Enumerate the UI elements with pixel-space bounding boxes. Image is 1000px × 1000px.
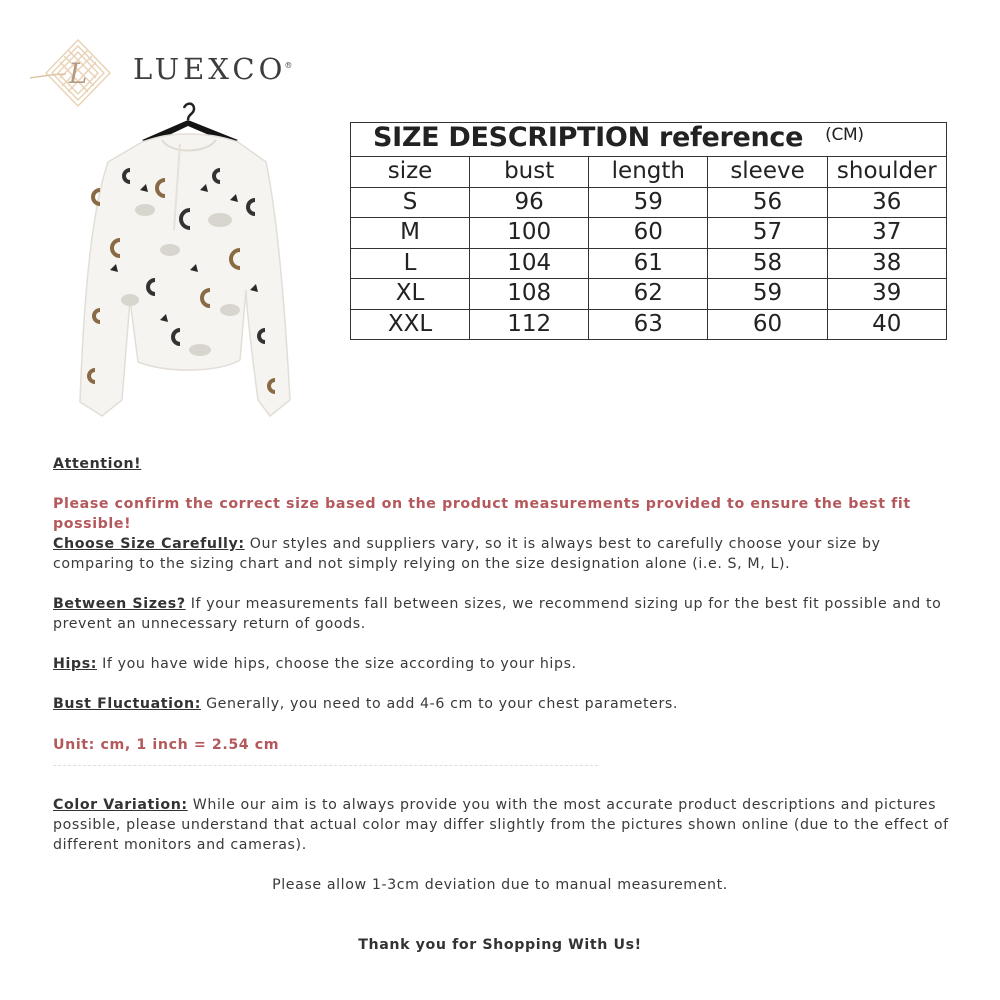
table-cell: 38 (827, 248, 946, 279)
color-variation-label: Color Variation: (53, 797, 188, 813)
table-cell: 36 (827, 187, 946, 218)
brand-logo-icon (28, 38, 128, 108)
registered-mark: ® (284, 61, 293, 71)
between-sizes-text: If your measurements fall between sizes, we recommend sizing up for the best fit possible and to prevent an unnecessary return of goods. (53, 596, 942, 632)
table-header-row (351, 157, 947, 188)
between-sizes-paragraph (53, 594, 953, 634)
table-cell: 40 (827, 309, 946, 340)
bust-fluctuation-label: Bust Fluctuation: (53, 696, 201, 712)
bust-fluctuation-text: Generally, you need to add 4-6 cm to your chest parameters. (200, 696, 679, 712)
choose-size-label: Choose Size Carefully: (53, 536, 245, 552)
table-cell: 59 (589, 187, 708, 218)
between-sizes-label: Between Sizes? (53, 596, 186, 612)
table-row (351, 248, 947, 279)
table-cell: 96 (470, 187, 589, 218)
table-cell: 62 (589, 279, 708, 310)
table-row (351, 218, 947, 249)
table-cell: L (351, 248, 470, 279)
brand-name: LUEXCO® (133, 52, 293, 86)
column-header: sleeve (708, 157, 827, 188)
column-header: bust (470, 157, 589, 188)
table-row (351, 187, 947, 218)
column-header: shoulder (827, 157, 946, 188)
table-cell: 56 (708, 187, 827, 218)
table-cell: 57 (708, 218, 827, 249)
table-cell: 108 (470, 279, 589, 310)
table-cell: S (351, 187, 470, 218)
bust-fluctuation-paragraph (53, 694, 953, 714)
hips-label: Hips: (53, 656, 98, 672)
table-cell: 112 (470, 309, 589, 340)
svg-text:L: L (68, 57, 88, 90)
attention-heading: Attention! (53, 456, 142, 472)
unit-note: Unit: cm, 1 inch = 2.54 cm (53, 737, 280, 753)
table-cell: 37 (827, 218, 946, 249)
table-cell: 60 (589, 218, 708, 249)
product-photo (70, 100, 300, 430)
size-chart-unit: (CM) (825, 125, 864, 145)
table-cell: 58 (708, 248, 827, 279)
table-cell: 100 (470, 218, 589, 249)
section-divider (53, 765, 598, 766)
table-cell: 59 (708, 279, 827, 310)
table-cell: 63 (589, 309, 708, 340)
column-header: length (589, 157, 708, 188)
choose-size-text: Our styles and suppliers vary, so it is always best to carefully choose your size by comparing to the sizing chart and not simply relying on the size designation alone (i.e. S, M, L). (53, 536, 881, 572)
size-chart-title: SIZE DESCRIPTION reference $^{(CM)}$ (351, 123, 947, 157)
color-variation-paragraph (53, 795, 953, 855)
confirm-size-notice: Please confirm the correct size based on the product measurements provided to ensure the best fit possible! (53, 496, 911, 532)
hips-paragraph (53, 654, 953, 674)
size-chart-table (350, 122, 947, 340)
hips-text: If you have wide hips, choose the size according to your hips. (97, 656, 577, 672)
table-cell: 61 (589, 248, 708, 279)
table-cell: XXL (351, 309, 470, 340)
deviation-note: Please allow 1-3cm deviation due to manual measurement. (272, 877, 728, 893)
table-cell: 39 (827, 279, 946, 310)
table-cell: 60 (708, 309, 827, 340)
table-row (351, 279, 947, 310)
table-cell: 104 (470, 248, 589, 279)
thank-you-message: Thank you for Shopping With Us! (358, 937, 642, 953)
table-cell: XL (351, 279, 470, 310)
table-cell: M (351, 218, 470, 249)
color-variation-text: While our aim is to always provide you with the most accurate product descriptions and pictures possible, please understand that actual color may differ slightly from the pictures shown online (due to the effect of different monitors and cameras). (53, 797, 949, 853)
table-row (351, 309, 947, 340)
column-header: size (351, 157, 470, 188)
choose-size-paragraph (53, 534, 953, 574)
